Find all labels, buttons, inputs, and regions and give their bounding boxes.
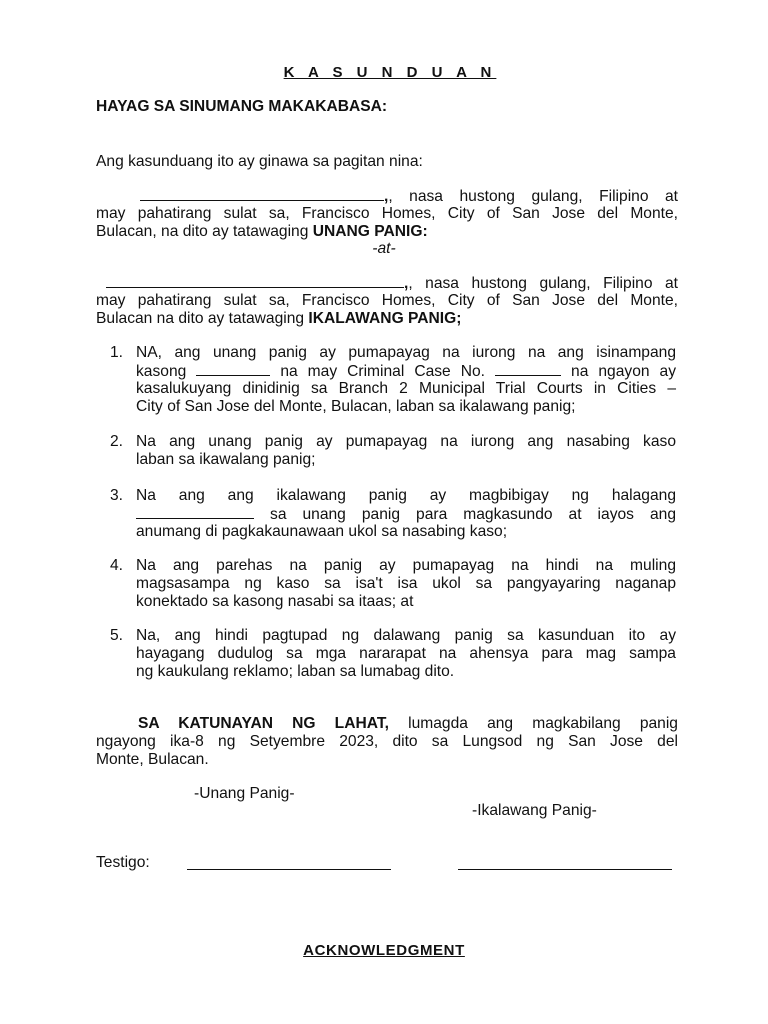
party1-comma: , bbox=[384, 188, 389, 205]
list-item-line: laban sa ikawalang panig; bbox=[136, 451, 316, 468]
party2-line1 bbox=[96, 274, 678, 294]
list-item-number: 4. bbox=[110, 557, 124, 574]
closing-line1-text: lumagda ang magkabilang panig bbox=[388, 715, 678, 732]
item1-ngayon-text: na ngayon ay bbox=[571, 363, 677, 380]
list-item-number: 2. bbox=[110, 433, 124, 450]
witness-label: Testigo: bbox=[96, 854, 150, 871]
party1-line2: may pahatirang sulat sa, Francisco Homes, City of San Jose del Monte, bbox=[96, 205, 678, 222]
separator-at: -at- bbox=[372, 240, 396, 257]
list-item-line: NA, ang unang panig ay pumapayag na iurong na ang isinampang bbox=[136, 344, 676, 361]
address-heading: HAYAG SA SINUMANG MAKAKABASA: bbox=[96, 98, 388, 115]
list-item-line: Na ang ang ikalawang panig ay magbibigay ng halagang bbox=[136, 487, 676, 504]
intro-text: Ang kasunduang ito ay ginawa sa pagitan nina: bbox=[96, 153, 423, 170]
party1-name-blank bbox=[140, 187, 384, 201]
party1-line3 bbox=[96, 223, 428, 242]
closing-line1 bbox=[96, 715, 678, 734]
list-item-line: anumang di pagkakaunawaan ukol sa nasabing kaso; bbox=[136, 523, 508, 540]
party1-line1 bbox=[96, 187, 678, 207]
closing-line2: ngayong ika-8 ng Setyembre 2023, dito sa Lungsod ng San Jose del bbox=[96, 733, 678, 750]
item1-kasong-text: kasong bbox=[136, 363, 187, 380]
amount-blank bbox=[136, 505, 254, 519]
case-type-blank bbox=[196, 362, 270, 376]
party1-line1-text: , nasa hustong gulang, Filipino at bbox=[388, 188, 678, 205]
document-title: K A S U N D U A N bbox=[283, 64, 497, 81]
signature-second-party: -Ikalawang Panig- bbox=[472, 802, 597, 819]
list-item-number: 5. bbox=[110, 627, 124, 644]
party2-comma: , bbox=[404, 275, 409, 292]
closing-bold: SA KATUNAYAN NG LAHAT, bbox=[138, 715, 389, 732]
party2-line2: may pahatirang sulat sa, Francisco Homes, City of San Jose del Monte, bbox=[96, 292, 678, 309]
closing-line3: Monte, Bulacan. bbox=[96, 751, 209, 768]
party1-designation: UNANG PANIG: bbox=[312, 223, 428, 240]
party2-line3 bbox=[96, 310, 461, 329]
list-item-line: konektado sa kasong nasabi sa itaas; at bbox=[136, 593, 414, 610]
list-item-line: Na, ang hindi pagtupad ng dalawang panig sa kasunduan ito ay bbox=[136, 627, 676, 644]
list-item-number: 1. bbox=[110, 344, 124, 361]
witness-signature-line-1 bbox=[187, 869, 391, 870]
list-item-line: kasalukuyang dinidinig sa Branch 2 Municipal Trial Courts in Cities – bbox=[136, 380, 676, 397]
item1-case-no-text: na may Criminal Case No. bbox=[280, 363, 485, 380]
party2-line3-text: Bulacan na dito ay tatawaging bbox=[96, 310, 309, 327]
list-item-line-with-blanks bbox=[136, 362, 676, 382]
party1-line3-text: Bulacan, na dito ay tatawaging bbox=[96, 223, 313, 240]
list-item-number: 3. bbox=[110, 487, 124, 504]
list-item-line: Na ang unang panig ay pumapayag na iurong ang nasabing kaso bbox=[136, 433, 676, 450]
list-item-line: Na ang parehas na panig ay pumapayag na hindi na muling bbox=[136, 557, 676, 574]
item3-line2-text: sa unang panig para magkasundo at iayos ang bbox=[270, 506, 676, 523]
list-item-line-with-blank bbox=[136, 505, 676, 525]
signature-first-party: -Unang Panig- bbox=[194, 785, 295, 802]
acknowledgment-heading: ACKNOWLEDGMENT bbox=[303, 942, 465, 959]
witness-signature-line-2 bbox=[458, 869, 672, 870]
list-item-line: ng kaukulang reklamo; laban sa lumabag dito. bbox=[136, 663, 455, 680]
list-item-line: City of San Jose del Monte, Bulacan, laban sa ikalawang panig; bbox=[136, 398, 576, 415]
list-item-line: magsasampa ng kaso sa isa't isa ukol sa pangyayaring naganap bbox=[136, 575, 676, 592]
list-item-line: hayagang dudulog sa mga nararapat na ahensya para mag sampa bbox=[136, 645, 676, 662]
party2-designation: IKALAWANG PANIG; bbox=[308, 310, 462, 327]
case-number-blank bbox=[495, 362, 561, 376]
party2-line1-text: , nasa hustong gulang, Filipino at bbox=[408, 275, 678, 292]
party2-name-blank bbox=[106, 274, 404, 288]
